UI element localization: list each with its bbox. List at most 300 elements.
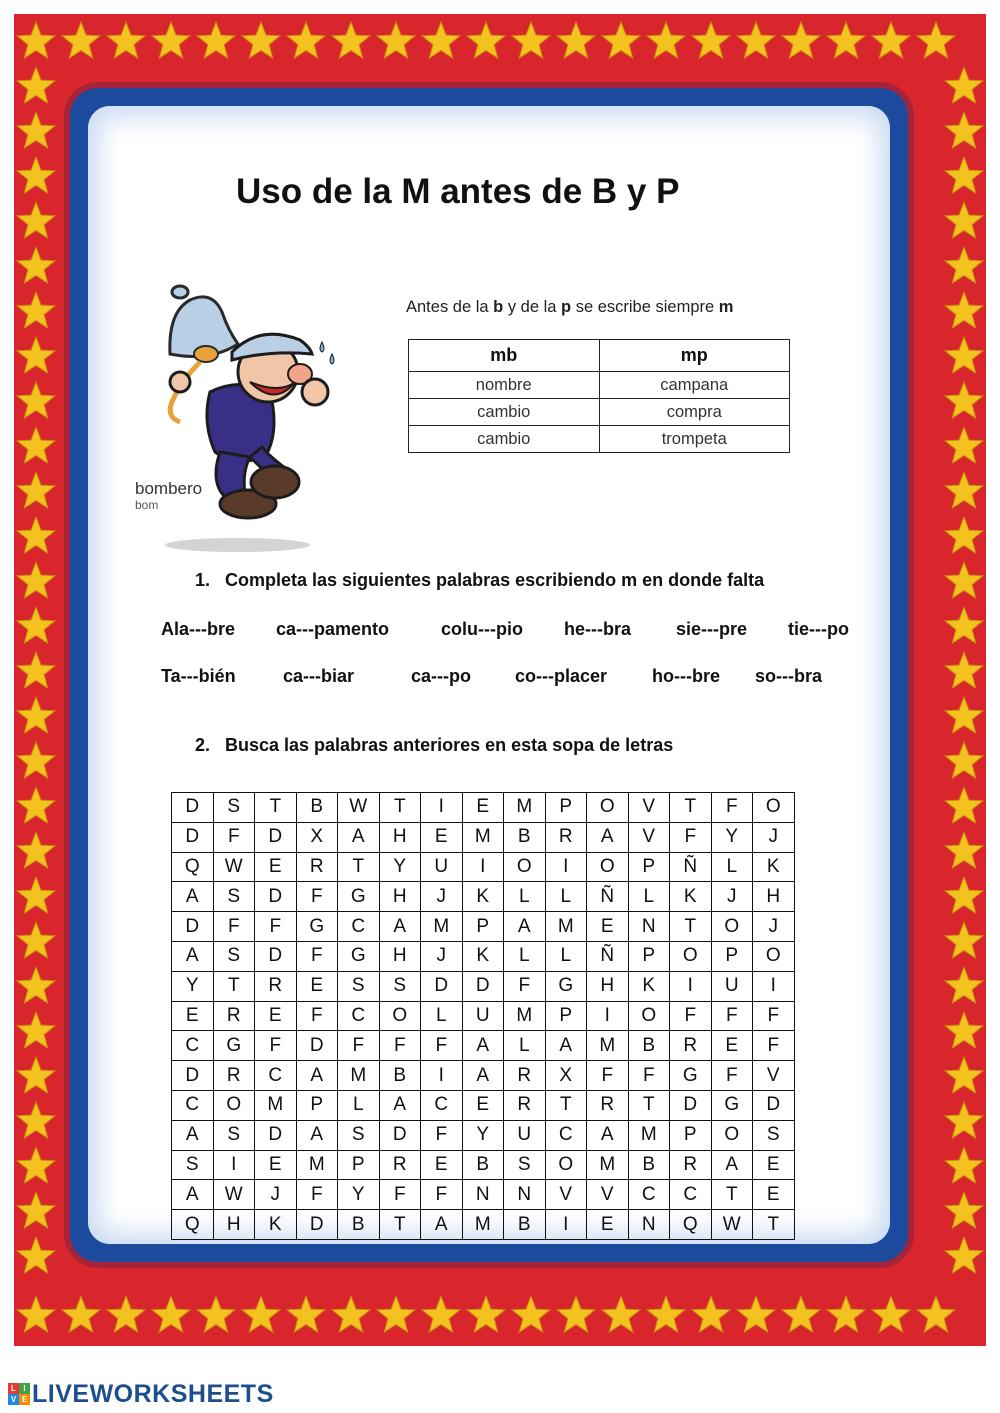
grid-letter-cell[interactable]: M [587, 1031, 629, 1061]
grid-letter-cell[interactable]: Y [379, 852, 421, 882]
grid-letter-cell[interactable]: E [421, 822, 463, 852]
star-icon [945, 202, 983, 238]
star-icon [242, 22, 280, 58]
grid-letter-cell[interactable]: P [545, 1001, 587, 1031]
star-icon [945, 1147, 983, 1183]
grid-letter-cell[interactable]: V [587, 1180, 629, 1210]
fill-word[interactable]: ca---pamento [276, 619, 390, 639]
grid-letter-cell[interactable]: H [379, 882, 421, 912]
grid-letter-cell[interactable]: I [545, 852, 587, 882]
grid-letter-cell[interactable]: O [753, 793, 795, 823]
grid-letter-cell[interactable]: F [379, 1031, 421, 1061]
star-icon [945, 652, 983, 688]
grid-letter-cell[interactable]: R [379, 1150, 421, 1180]
grid-letter-cell[interactable]: D [255, 941, 297, 971]
star-icon [692, 1296, 730, 1332]
grid-letter-cell[interactable]: V [753, 1061, 795, 1091]
grid-letter-cell[interactable]: C [338, 1001, 380, 1031]
grid-letter-cell[interactable]: S [504, 1150, 546, 1180]
grid-letter-cell[interactable]: C [421, 1090, 463, 1120]
grid-letter-cell[interactable]: F [711, 1001, 753, 1031]
grid-letter-cell[interactable]: L [711, 852, 753, 882]
star-icon [17, 1237, 55, 1273]
grid-letter-cell[interactable]: G [296, 912, 338, 942]
grid-letter-cell[interactable]: W [711, 1210, 753, 1240]
grid-letter-cell[interactable]: Ñ [670, 852, 712, 882]
grid-letter-cell[interactable]: F [296, 1001, 338, 1031]
grid-letter-cell[interactable]: O [587, 793, 629, 823]
grid-letter-cell[interactable]: F [670, 1001, 712, 1031]
grid-letter-cell[interactable]: I [462, 852, 504, 882]
grid-letter-cell[interactable]: A [379, 912, 421, 942]
grid-letter-cell[interactable]: D [670, 1090, 712, 1120]
grid-letter-cell[interactable]: Ñ [587, 941, 629, 971]
fill-word[interactable]: he---bra [564, 619, 631, 639]
grid-letter-cell[interactable]: M [421, 912, 463, 942]
grid-letter-cell[interactable]: F [255, 1031, 297, 1061]
grid-letter-cell[interactable]: D [379, 1120, 421, 1150]
grid-letter-cell[interactable]: L [504, 882, 546, 912]
star-icon [17, 67, 55, 103]
grid-letter-cell[interactable]: A [296, 1061, 338, 1091]
grid-letter-cell[interactable]: E [587, 1210, 629, 1240]
star-icon [945, 967, 983, 1003]
grid-letter-cell[interactable]: M [338, 1061, 380, 1091]
grid-letter-cell[interactable]: L [421, 1001, 463, 1031]
grid-letter-cell[interactable]: L [504, 941, 546, 971]
grid-letter-cell[interactable]: X [545, 1061, 587, 1091]
star-icon [737, 1296, 775, 1332]
star-icon [17, 22, 55, 58]
star-icon [242, 1296, 280, 1332]
grid-letter-cell[interactable]: F [255, 912, 297, 942]
star-icon [467, 1296, 505, 1332]
grid-letter-cell[interactable]: S [379, 971, 421, 1001]
grid-letter-cell[interactable]: D [172, 1061, 214, 1091]
grid-letter-cell[interactable]: Q [172, 852, 214, 882]
grid-letter-cell[interactable]: D [172, 912, 214, 942]
grid-letter-cell[interactable]: L [338, 1090, 380, 1120]
grid-letter-cell[interactable]: G [670, 1061, 712, 1091]
grid-letter-cell[interactable]: D [462, 971, 504, 1001]
grid-letter-cell[interactable]: D [421, 971, 463, 1001]
grid-letter-cell[interactable]: W [213, 1180, 255, 1210]
grid-letter-cell[interactable]: A [338, 822, 380, 852]
grid-letter-cell[interactable]: F [421, 1120, 463, 1150]
grid-letter-cell[interactable]: A [545, 1031, 587, 1061]
grid-letter-cell[interactable]: P [338, 1150, 380, 1180]
star-icon [782, 22, 820, 58]
grid-letter-cell[interactable]: E [172, 1001, 214, 1031]
grid-letter-cell[interactable]: F [296, 882, 338, 912]
fill-word[interactable]: tie---po [788, 619, 849, 639]
star-icon [152, 22, 190, 58]
star-icon [17, 427, 55, 463]
grid-letter-cell[interactable]: W [338, 793, 380, 823]
grid-letter-cell[interactable]: R [504, 1061, 546, 1091]
grid-letter-cell[interactable]: Y [462, 1120, 504, 1150]
grid-letter-cell[interactable]: A [172, 1180, 214, 1210]
grid-letter-cell[interactable]: M [587, 1150, 629, 1180]
grid-letter-cell[interactable]: C [172, 1090, 214, 1120]
grid-letter-cell[interactable]: F [628, 1061, 670, 1091]
grid-letter-cell[interactable]: F [296, 1180, 338, 1210]
grid-letter-cell[interactable]: G [545, 971, 587, 1001]
grid-letter-cell[interactable]: F [213, 822, 255, 852]
star-icon [512, 1296, 550, 1332]
grid-letter-cell[interactable]: J [421, 882, 463, 912]
grid-letter-cell[interactable]: N [462, 1180, 504, 1210]
grid-letter-cell[interactable]: E [753, 1180, 795, 1210]
grid-letter-cell[interactable]: A [421, 1210, 463, 1240]
grid-letter-cell[interactable]: I [421, 1061, 463, 1091]
grid-letter-cell[interactable]: S [338, 1120, 380, 1150]
grid-letter-cell[interactable]: M [462, 822, 504, 852]
grid-letter-cell[interactable]: S [213, 1120, 255, 1150]
grid-letter-cell[interactable]: T [213, 971, 255, 1001]
grid-letter-cell[interactable]: K [670, 882, 712, 912]
fill-word[interactable]: so---bra [755, 666, 822, 686]
fill-word[interactable]: colu---pio [441, 619, 523, 639]
star-icon [197, 22, 235, 58]
grid-letter-cell[interactable]: U [462, 1001, 504, 1031]
grid-letter-cell[interactable]: P [545, 793, 587, 823]
grid-letter-cell[interactable]: V [545, 1180, 587, 1210]
grid-letter-cell[interactable]: M [255, 1090, 297, 1120]
star-icon [17, 112, 55, 148]
grid-letter-cell[interactable]: T [670, 793, 712, 823]
grid-letter-cell[interactable]: F [753, 1031, 795, 1061]
grid-letter-cell[interactable]: B [504, 822, 546, 852]
grid-letter-cell[interactable]: O [753, 941, 795, 971]
star-icon [945, 607, 983, 643]
grid-letter-cell[interactable]: H [379, 941, 421, 971]
grid-letter-cell[interactable]: F [296, 941, 338, 971]
grid-letter-cell[interactable]: P [670, 1120, 712, 1150]
table-header-row [409, 340, 790, 372]
mb-mp-table [408, 339, 790, 453]
star-icon [17, 1147, 55, 1183]
grid-letter-cell[interactable]: R [213, 1001, 255, 1031]
grid-letter-cell[interactable]: M [545, 912, 587, 942]
table-row [409, 372, 790, 399]
grid-letter-cell[interactable]: E [587, 912, 629, 942]
grid-letter-cell[interactable]: R [545, 822, 587, 852]
grid-letter-cell[interactable]: D [296, 1031, 338, 1061]
grid-letter-cell[interactable]: F [379, 1180, 421, 1210]
grid-letter-cell[interactable]: P [296, 1090, 338, 1120]
grid-letter-cell[interactable]: A [172, 941, 214, 971]
grid-letter-cell[interactable]: A [172, 1120, 214, 1150]
fill-word[interactable]: ca---biar [283, 666, 355, 686]
grid-letter-cell[interactable]: I [587, 1001, 629, 1031]
fill-word[interactable]: sie---pre [676, 619, 748, 639]
grid-letter-cell[interactable]: O [545, 1150, 587, 1180]
star-icon [872, 1296, 910, 1332]
grid-letter-cell[interactable]: F [711, 793, 753, 823]
grid-letter-cell[interactable]: A [462, 1031, 504, 1061]
grid-letter-cell[interactable]: O [379, 1001, 421, 1031]
grid-letter-cell[interactable]: E [711, 1031, 753, 1061]
illustration-caption-cutoff: bom [135, 498, 159, 512]
grid-letter-cell[interactable]: E [296, 971, 338, 1001]
grid-letter-cell[interactable]: P [628, 852, 670, 882]
grid-letter-cell[interactable]: R [504, 1090, 546, 1120]
grid-letter-cell[interactable]: T [628, 1090, 670, 1120]
grid-letter-cell[interactable]: A [462, 1061, 504, 1091]
grid-letter-cell[interactable]: Y [172, 971, 214, 1001]
star-icon [17, 247, 55, 283]
grid-letter-cell[interactable]: O [213, 1090, 255, 1120]
grid-letter-cell[interactable]: V [628, 793, 670, 823]
grid-letter-cell[interactable]: J [421, 941, 463, 971]
star-icon [377, 22, 415, 58]
table-cell: nombre [409, 372, 600, 399]
grid-letter-cell[interactable]: F [421, 1180, 463, 1210]
grid-letter-cell[interactable]: Ñ [587, 882, 629, 912]
grid-letter-cell[interactable]: F [670, 822, 712, 852]
grid-letter-cell[interactable]: G [711, 1090, 753, 1120]
star-icon [945, 1237, 983, 1273]
grid-letter-cell[interactable]: F [587, 1061, 629, 1091]
grid-letter-cell[interactable]: K [255, 1210, 297, 1240]
grid-letter-cell[interactable]: F [213, 912, 255, 942]
grid-letter-cell[interactable]: M [462, 1210, 504, 1240]
grid-letter-cell[interactable]: O [504, 852, 546, 882]
grid-letter-cell[interactable]: D [255, 882, 297, 912]
grid-letter-cell[interactable]: V [628, 822, 670, 852]
grid-letter-cell[interactable]: B [338, 1210, 380, 1240]
grid-letter-cell[interactable]: U [421, 852, 463, 882]
grid-letter-cell[interactable]: D [255, 1120, 297, 1150]
grid-letter-cell[interactable]: T [545, 1090, 587, 1120]
grid-letter-cell[interactable]: J [753, 822, 795, 852]
grid-letter-cell[interactable]: W [213, 852, 255, 882]
grid-letter-cell[interactable]: A [711, 1150, 753, 1180]
star-icon [647, 22, 685, 58]
grid-letter-cell[interactable]: O [628, 1001, 670, 1031]
grid-letter-cell[interactable]: G [338, 941, 380, 971]
grid-letter-cell[interactable]: H [379, 822, 421, 852]
grid-letter-cell[interactable]: E [462, 1090, 504, 1120]
grid-letter-cell[interactable]: B [628, 1031, 670, 1061]
star-icon [945, 1192, 983, 1228]
grid-letter-cell[interactable]: X [296, 822, 338, 852]
grid-letter-cell[interactable]: R [670, 1031, 712, 1061]
grid-letter-cell[interactable]: D [753, 1090, 795, 1120]
grid-letter-cell[interactable]: P [628, 941, 670, 971]
grid-letter-cell[interactable]: F [338, 1031, 380, 1061]
grid-letter-cell[interactable]: S [213, 882, 255, 912]
star-icon [17, 967, 55, 1003]
grid-letter-cell[interactable]: O [711, 912, 753, 942]
table-row [409, 426, 790, 453]
grid-letter-cell[interactable]: L [504, 1031, 546, 1061]
grid-letter-cell[interactable]: J [255, 1180, 297, 1210]
grid-letter-cell[interactable]: H [213, 1210, 255, 1240]
star-icon [872, 22, 910, 58]
grid-letter-cell[interactable]: D [172, 793, 214, 823]
grid-letter-cell[interactable]: A [379, 1090, 421, 1120]
grid-letter-cell[interactable]: M [296, 1150, 338, 1180]
grid-letter-cell[interactable]: E [255, 1001, 297, 1031]
grid-letter-cell[interactable]: L [545, 882, 587, 912]
star-icon [945, 1012, 983, 1048]
star-icon [377, 1296, 415, 1332]
grid-letter-cell[interactable]: U [504, 1120, 546, 1150]
question-2: 2. Busca las palabras anteriores en esta sopa de letras [195, 735, 674, 755]
grid-letter-cell[interactable]: R [213, 1061, 255, 1091]
fill-word[interactable]: co---placer [515, 666, 608, 686]
grid-letter-cell[interactable]: S [753, 1120, 795, 1150]
grid-letter-cell[interactable]: S [213, 941, 255, 971]
grid-letter-cell[interactable]: N [628, 912, 670, 942]
grid-letter-cell[interactable]: P [462, 912, 504, 942]
grid-letter-cell[interactable]: J [711, 882, 753, 912]
fill-word[interactable]: ho---bre [652, 666, 720, 686]
grid-letter-cell[interactable]: E [255, 1150, 297, 1180]
grid-letter-cell[interactable]: I [213, 1150, 255, 1180]
grid-letter-cell[interactable]: R [296, 852, 338, 882]
grid-letter-cell[interactable]: Y [711, 822, 753, 852]
fill-word[interactable]: ca---po [411, 666, 471, 686]
grid-letter-cell[interactable]: E [421, 1150, 463, 1180]
grid-letter-cell[interactable]: E [462, 793, 504, 823]
grid-letter-cell[interactable]: L [545, 941, 587, 971]
grid-letter-cell[interactable]: S [213, 793, 255, 823]
grid-letter-cell[interactable]: O [587, 852, 629, 882]
star-icon [945, 517, 983, 553]
grid-letter-cell[interactable]: U [711, 971, 753, 1001]
star-icon [332, 22, 370, 58]
grid-letter-cell[interactable]: M [628, 1120, 670, 1150]
grid-letter-cell[interactable]: E [255, 852, 297, 882]
grid-letter-cell[interactable]: I [753, 971, 795, 1001]
star-icon [107, 22, 145, 58]
fill-word[interactable]: Ala---bre [161, 619, 236, 639]
grid-letter-cell[interactable]: D [255, 822, 297, 852]
grid-letter-cell[interactable]: C [545, 1120, 587, 1150]
grid-row [172, 912, 795, 942]
star-icon [17, 787, 55, 823]
grid-letter-cell[interactable]: O [670, 941, 712, 971]
liveworksheets-wordmark: LIVEWORKSHEETS [32, 1379, 274, 1408]
grid-row [172, 1090, 795, 1120]
grid-letter-cell[interactable]: F [753, 1001, 795, 1031]
grid-letter-cell[interactable]: A [504, 912, 546, 942]
grid-letter-cell[interactable]: C [670, 1180, 712, 1210]
star-icon [17, 562, 55, 598]
grid-letter-cell[interactable]: T [670, 912, 712, 942]
table-cell: cambio [409, 426, 600, 453]
grid-letter-cell[interactable]: H [753, 882, 795, 912]
grid-letter-cell[interactable]: R [255, 971, 297, 1001]
grid-letter-cell[interactable]: E [753, 1150, 795, 1180]
grid-letter-cell[interactable]: O [711, 1120, 753, 1150]
grid-letter-cell[interactable]: S [338, 971, 380, 1001]
grid-letter-cell[interactable]: T [753, 1210, 795, 1240]
grid-letter-cell[interactable]: R [670, 1150, 712, 1180]
grid-letter-cell[interactable]: I [545, 1210, 587, 1240]
grid-letter-cell[interactable]: T [255, 793, 297, 823]
grid-letter-cell[interactable]: I [670, 971, 712, 1001]
grid-letter-cell[interactable]: F [711, 1061, 753, 1091]
grid-letter-cell[interactable]: B [462, 1150, 504, 1180]
grid-letter-cell[interactable]: T [338, 852, 380, 882]
grid-letter-cell[interactable]: T [711, 1180, 753, 1210]
fill-word[interactable]: Ta---bién [161, 666, 236, 686]
grid-letter-cell[interactable]: P [711, 941, 753, 971]
grid-letter-cell[interactable]: Q [172, 1210, 214, 1240]
grid-letter-cell[interactable]: M [504, 793, 546, 823]
grid-letter-cell[interactable]: D [296, 1210, 338, 1240]
grid-letter-cell[interactable]: C [628, 1180, 670, 1210]
grid-letter-cell[interactable]: B [628, 1150, 670, 1180]
grid-letter-cell[interactable]: A [172, 882, 214, 912]
grid-letter-cell[interactable]: B [379, 1061, 421, 1091]
table-header: mb [409, 340, 600, 372]
star-icon [17, 517, 55, 553]
grid-letter-cell[interactable]: J [753, 912, 795, 942]
grid-letter-cell[interactable]: G [338, 882, 380, 912]
grid-letter-cell[interactable]: S [172, 1150, 214, 1180]
grid-row [172, 882, 795, 912]
grid-row [172, 1120, 795, 1150]
grid-letter-cell[interactable]: L [628, 882, 670, 912]
grid-letter-cell[interactable]: F [504, 971, 546, 1001]
star-icon [422, 1296, 460, 1332]
word-search-grid [171, 792, 795, 1240]
grid-letter-cell[interactable]: A [587, 822, 629, 852]
star-icon [17, 202, 55, 238]
grid-letter-cell[interactable]: K [462, 882, 504, 912]
grid-letter-cell[interactable]: K [753, 852, 795, 882]
grid-letter-cell[interactable]: C [338, 912, 380, 942]
star-icon [107, 1296, 145, 1332]
grid-letter-cell[interactable]: D [172, 822, 214, 852]
grid-letter-cell[interactable]: N [504, 1180, 546, 1210]
grid-letter-cell[interactable]: T [379, 793, 421, 823]
grid-letter-cell[interactable]: B [504, 1210, 546, 1240]
star-icon [152, 1296, 190, 1332]
table-cell: compra [599, 399, 790, 426]
grid-letter-cell[interactable]: K [628, 971, 670, 1001]
star-icon [17, 652, 55, 688]
grid-letter-cell[interactable]: F [421, 1031, 463, 1061]
grid-letter-cell[interactable]: A [296, 1120, 338, 1150]
grid-letter-cell[interactable]: T [379, 1210, 421, 1240]
grid-letter-cell[interactable]: M [504, 1001, 546, 1031]
star-icon [17, 382, 55, 418]
grid-letter-cell[interactable]: Q [670, 1210, 712, 1240]
grid-letter-cell[interactable]: H [587, 971, 629, 1001]
grid-letter-cell[interactable]: K [462, 941, 504, 971]
grid-letter-cell[interactable]: R [587, 1090, 629, 1120]
grid-letter-cell[interactable]: I [421, 793, 463, 823]
grid-letter-cell[interactable]: N [628, 1210, 670, 1240]
page-title: Uso de la M antes de B y P [236, 172, 680, 211]
grid-row [172, 1001, 795, 1031]
question-1: 1. Completa las siguientes palabras escribiendo m en donde falta [195, 570, 765, 590]
liveworksheets-logo [8, 1380, 274, 1408]
grid-letter-cell[interactable]: A [587, 1120, 629, 1150]
grid-letter-cell[interactable]: Y [338, 1180, 380, 1210]
grid-letter-cell[interactable]: C [172, 1031, 214, 1061]
grid-letter-cell[interactable]: B [296, 793, 338, 823]
grid-letter-cell[interactable]: C [255, 1061, 297, 1091]
grid-letter-cell[interactable]: G [213, 1031, 255, 1061]
star-icon [557, 1296, 595, 1332]
